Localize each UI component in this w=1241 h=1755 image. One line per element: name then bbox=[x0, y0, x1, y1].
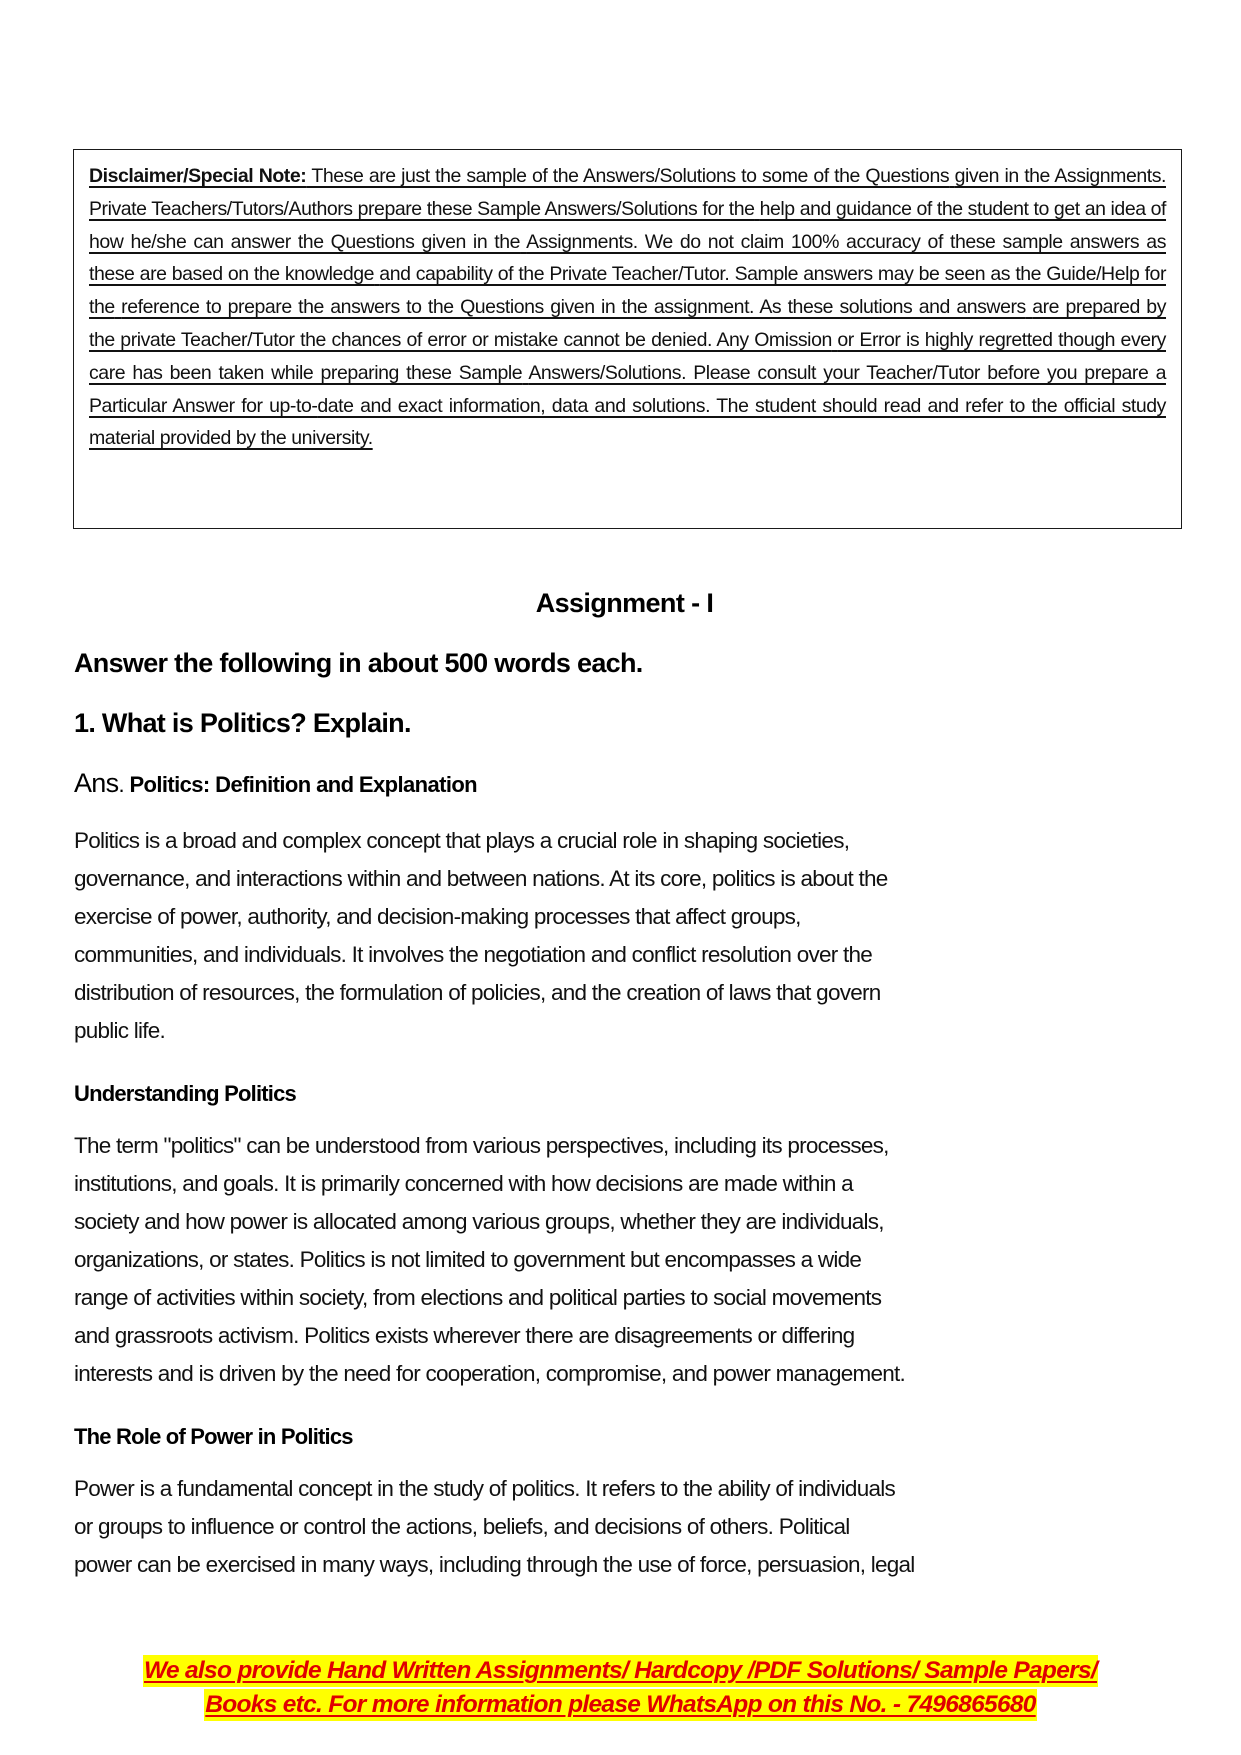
paragraph-line: institutions, and goals. It is primarily concerned with how decisions are made within a bbox=[74, 1171, 853, 1196]
disclaimer-label: Disclaimer/Special Note: bbox=[89, 165, 307, 187]
disclaimer-text bbox=[89, 160, 1166, 455]
answer-dot: . bbox=[118, 772, 130, 797]
paragraph-line: or groups to influence or control the actions, beliefs, and decisions of others. Political bbox=[74, 1514, 850, 1539]
disclaimer-box bbox=[73, 149, 1182, 529]
disclaimer-line: are prepared by the private Teacher/Tutor the chances of error or mistake cannot be denied. Any Omission bbox=[89, 296, 1167, 351]
assignment-instruction: Answer the following in about 500 words each. bbox=[74, 648, 643, 678]
disclaimer-line: These are just the sample of the Answers/Solutions to some of the Questions bbox=[306, 165, 950, 187]
answer-heading bbox=[74, 768, 477, 799]
paragraph-line: Politics is a broad and complex concept that plays a crucial role in shaping societies, bbox=[74, 828, 850, 853]
disclaimer-line: help and guidance of the student to get an idea of how he/she can answer the Questions given in the bbox=[89, 197, 1167, 253]
understanding-politics-paragraph bbox=[74, 1127, 1184, 1393]
footer-promo-line-2: Books etc. For more information please WhatsApp on this No. - 7496865680 bbox=[204, 1689, 1036, 1721]
disclaimer-line: or Error is highly regretted though every care has been taken while preparing these Sample bbox=[89, 328, 1166, 384]
footer-promo bbox=[0, 1654, 1241, 1722]
paragraph-line: interests and is driven by the need for cooperation, compromise, and power management. bbox=[74, 1361, 905, 1386]
paragraph-line: and grassroots activism. Politics exists wherever there are disagreements or differing bbox=[74, 1323, 855, 1348]
paragraph-line: communities, and individuals. It involves the negotiation and conflict resolution over the bbox=[74, 942, 872, 967]
answer-title: Politics: Definition and Explanation bbox=[129, 772, 478, 797]
assignment-title: Assignment - I bbox=[535, 588, 714, 618]
disclaimer-line: given in the Assignments. Private Teachers/Tutors/Authors prepare these Sample Answers/Solutions for the bbox=[89, 165, 1166, 220]
disclaimer-line: date and exact information, data and solutions. The student should read and refer to the official study bbox=[317, 394, 1166, 417]
disclaimer-line: material provided by the university. bbox=[89, 427, 373, 450]
intro-paragraph bbox=[74, 822, 1184, 1050]
paragraph-line: power can be exercised in many ways, including through the use of force, persuasion, legal bbox=[74, 1552, 915, 1577]
section-heading-role-of-power: The Role of Power in Politics bbox=[74, 1424, 353, 1449]
paragraph-line: Power is a fundamental concept in the study of politics. It refers to the ability of individuals bbox=[74, 1476, 895, 1501]
paragraph-line: distribution of resources, the formulation of policies, and the creation of laws that govern bbox=[74, 980, 881, 1005]
role-of-power-paragraph bbox=[74, 1470, 1184, 1584]
disclaimer-line: reference to prepare the answers to the Questions given in the assignment. As these solutions and answers bbox=[121, 296, 1026, 319]
answer-label: Ans bbox=[74, 768, 119, 798]
footer-promo-line-1: We also provide Hand Written Assignments/ Hardcopy /PDF Solutions/ Sample Papers/ bbox=[143, 1655, 1098, 1687]
section-heading-understanding-politics: Understanding Politics bbox=[74, 1081, 296, 1106]
paragraph-line: exercise of power, authority, and decision-making processes that affect groups, bbox=[74, 904, 801, 929]
disclaimer-line: Answers/Solutions. Please consult your Teacher/Tutor before you prepare a Particular Answer for up-to- bbox=[89, 361, 1166, 417]
paragraph-line: organizations, or states. Politics is not limited to government but encompasses a wide bbox=[74, 1247, 862, 1272]
paragraph-line: society and how power is allocated among various groups, whether they are individuals, bbox=[74, 1209, 884, 1234]
paragraph-line: governance, and interactions within and between nations. At its core, politics is about the bbox=[74, 866, 888, 891]
disclaimer-line: and capability of the Private Teacher/Tutor. Sample answers may be seen as the Guide/Help for the bbox=[89, 263, 1166, 319]
paragraph-line: The term "politics" can be understood from various perspectives, including its processes, bbox=[74, 1133, 889, 1158]
question-heading: 1. What is Politics? Explain. bbox=[74, 708, 411, 738]
disclaimer-line: Assignments. We do not claim 100% accuracy of these sample answers as these are based on the knowledge bbox=[89, 230, 1166, 286]
paragraph-line: range of activities within society, from elections and political parties to social movements bbox=[74, 1285, 882, 1310]
paragraph-line: public life. bbox=[74, 1018, 166, 1043]
